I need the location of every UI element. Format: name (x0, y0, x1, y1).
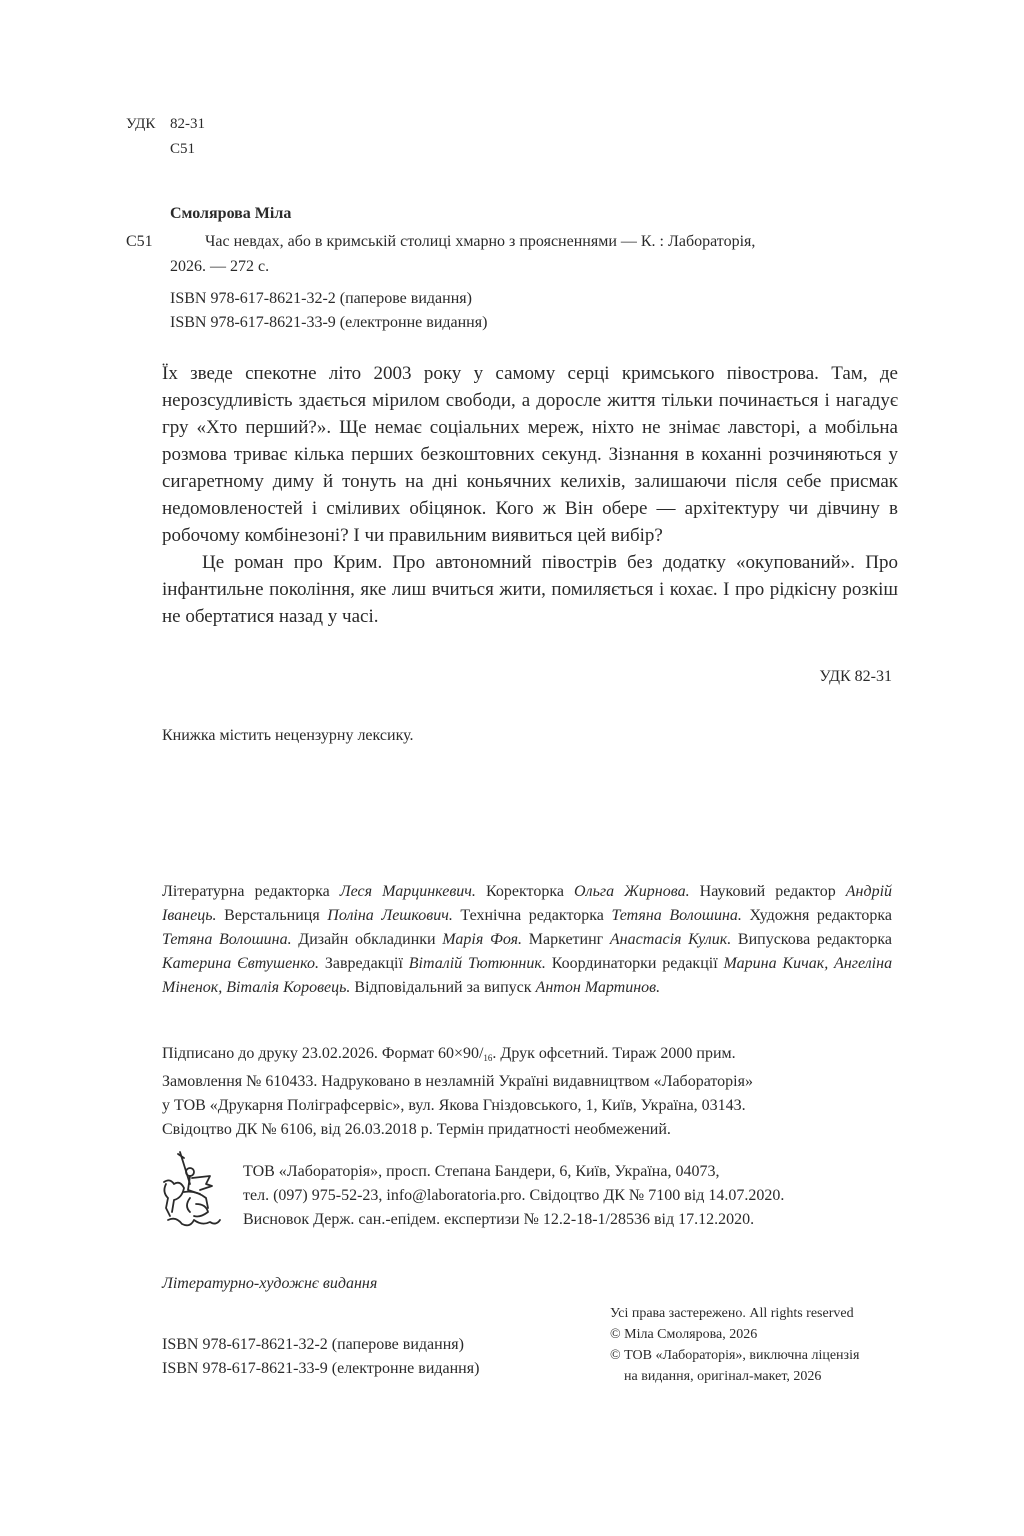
credit-role: Художня редакторка (749, 907, 893, 924)
imprint-line-4: Свідоцтво ДК № 6106, від 26.03.2018 р. Термін придатності необмежений. (162, 1121, 671, 1138)
credit-name: Катерина Євтушенко. (162, 955, 319, 972)
footer-isbn-print: ISBN 978-617-8621-32-2 (паперове видання) (162, 1336, 464, 1353)
udc-code: 82-31 (170, 116, 205, 132)
credit-role: Відповідальний за випуск (354, 979, 532, 996)
credit-role: Верстальниця (224, 907, 320, 924)
credit-name: Поліна Лешкович. (327, 907, 453, 924)
catalog-sign: С51 (126, 233, 153, 250)
format-fraction: 16 (483, 1053, 493, 1063)
copyright-publisher: © ТОВ «Лабораторія», виключна ліцензія (610, 1348, 860, 1363)
annotation-paragraph-2: Це роман про Крим. Про автономний півострів без додатку «окупований». Про інфантильне покоління, яке лиш вчиться жити, помиляється і кохає. І про рідкісну розкіш не обертатися назад у часі. (162, 552, 898, 627)
credit-name: Антон Мартинов. (535, 979, 661, 996)
imprint-line-3: у ТОВ «Друкарня Поліграфсервіс», вул. Якова Гніздовського, 1, Київ, Україна, 03143. (162, 1097, 746, 1114)
publisher-info (243, 1160, 784, 1232)
horseman-logo-icon (160, 1150, 222, 1230)
publisher-address: ТОВ «Лабораторія», просп. Степана Бандери, 6, Київ, Україна, 04073, (243, 1163, 720, 1180)
publisher-sanitary-conclusion: Висновок Держ. сан.-епідем. експертизи № 12.2-18-1/28536 від 17.12.2020. (243, 1211, 755, 1228)
catalog-author: Смолярова Міла (170, 205, 292, 222)
imprint (162, 1042, 753, 1142)
credit-role: Маркетинг (528, 931, 604, 948)
credit-role: Науковий редактор (699, 883, 836, 900)
catalog-title-cont: 2026. — 272 с. (170, 258, 270, 275)
rights-reserved: Усі права застережено. All rights reserved (610, 1306, 854, 1321)
copyright-publisher-cont: на видання, оригінал-макет, 2026 (624, 1369, 822, 1384)
udc-label (126, 112, 155, 136)
catalog-isbn-ebook: ISBN 978-617-8621-33-9 (електронне видання) (170, 314, 488, 331)
credit-name: Марина Кичак, Ангеліна Міненок, Віталія Коровець. (162, 955, 893, 996)
copyright-author: © Міла Смолярова, 2026 (610, 1327, 758, 1342)
genre-label: Літературно-художнє видання (162, 1275, 378, 1292)
credit-role: Завредакції (324, 955, 403, 972)
credit-role: Дизайн обкладинки (298, 931, 436, 948)
imprint-format: Підписано до друку 23.02.2026. Формат 60×90/ (162, 1045, 484, 1062)
footer-isbn-ebook: ISBN 978-617-8621-33-9 (електронне видання) (162, 1360, 480, 1377)
credit-name: Андрій Іванець. (162, 883, 893, 924)
credit-role: Координаторки редакції (551, 955, 718, 972)
credit-name: Марія Фоя. (442, 931, 523, 948)
credit-role: Випускова редакторка (737, 931, 893, 948)
imprint-print-run: . Друк офсетний. Тираж 2000 прим. (492, 1045, 736, 1062)
credit-name: Анастасія Кулик. (609, 931, 732, 948)
profanity-warning: Книжка містить нецензурну лексику. (162, 727, 414, 744)
credits (162, 880, 892, 1000)
udc-label-text: УДК (126, 116, 156, 132)
catalog-title-line: Час невдах, або в кримській столиці хмарно з проясненнями — К. : Лабораторія, (205, 233, 756, 250)
credit-name: Тетяна Волошина. (162, 931, 292, 948)
credit-name: Тетяна Волошина. (611, 907, 742, 924)
footer-isbn (162, 1333, 479, 1381)
author-sign: С51 (170, 141, 196, 157)
credit-role: Літературна редакторка (162, 883, 330, 900)
credit-name: Леся Марцинкевич. (339, 883, 476, 900)
catalog-isbn-print: ISBN 978-617-8621-32-2 (паперове видання) (170, 290, 472, 307)
credit-name: Ольга Жирнова. (574, 883, 690, 900)
credit-role: Технічна редакторка (460, 907, 604, 924)
publisher-contacts: тел. (097) 975-52-23, info@laboratoria.pro. Свідоцтво ДК № 7100 від 14.07.2020. (243, 1187, 785, 1204)
annotation-paragraph-1: Їх зведе спекотне літо 2003 року у самому серці кримського півострова. Там, де нерозсудливість здається мірилом свободи, а доросле життя тільки починається і нагадує гру «Хто перший?». Ще немає соціальних мереж, ніхто не знімає лавсторі, а мобільна розмова триває кілька перших безкоштовних секунд. Зізнання в коханні розчиняються у сигаретному диму й тонуть на дні коньячних келихів, залишаючи після себе присмак недомовленостей і сміливих обіцянок. Кого ж Він обере — архітектуру чи дівчину в робочому комбінезоні? І чи правильним виявиться цей вибір? (162, 363, 898, 546)
rights-notice (610, 1303, 859, 1387)
credit-role: Коректорка (486, 883, 564, 900)
credit-name: Віталій Тютюнник. (408, 955, 546, 972)
annotation (162, 360, 898, 630)
imprint-line-1 (162, 1042, 753, 1070)
annotation-udc: УДК 82-31 (819, 668, 892, 685)
imprint-line-2: Замовлення № 610433. Надруковано в незламній Україні видавництвом «Лабораторія» (162, 1073, 753, 1090)
